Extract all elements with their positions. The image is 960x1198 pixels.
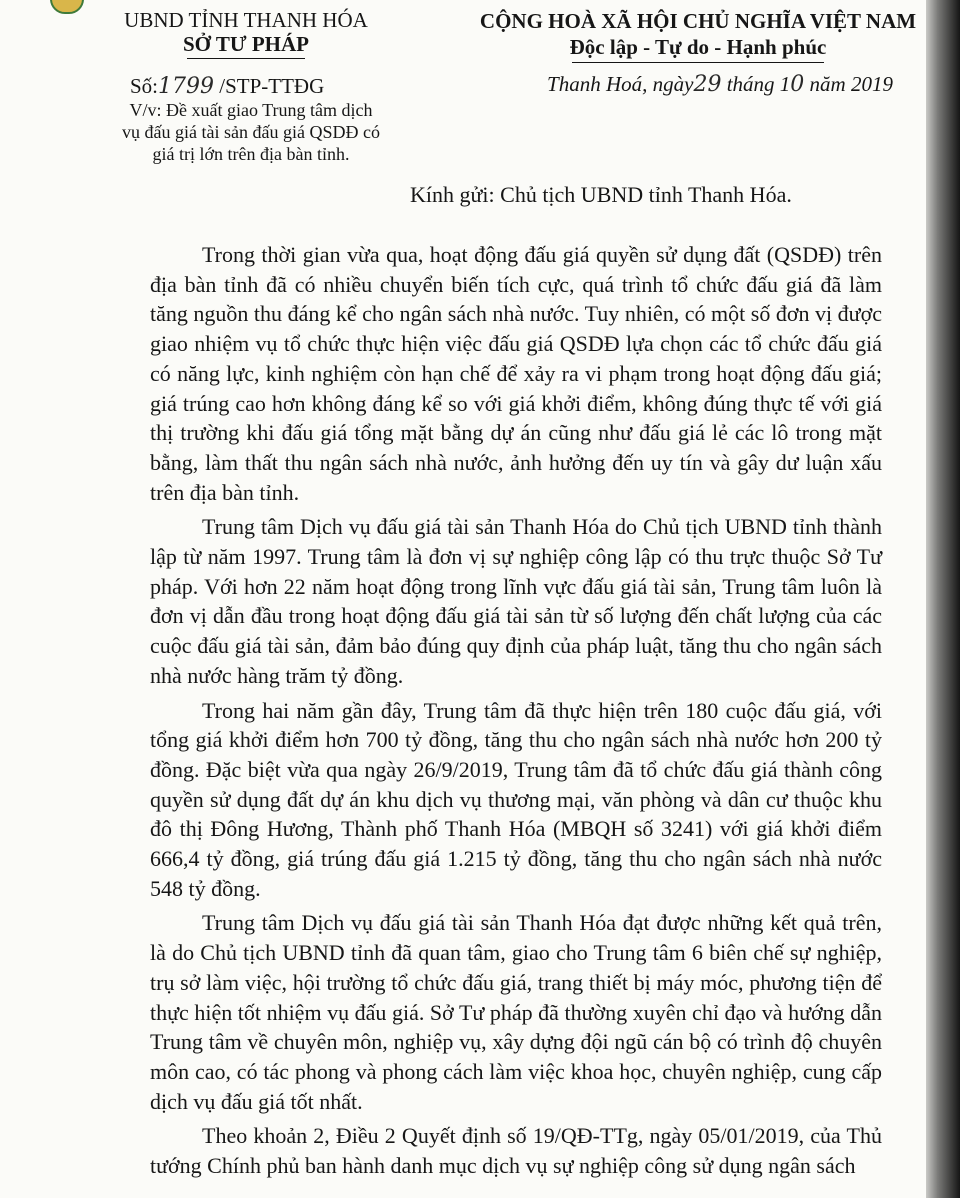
body-paragraph: Trong thời gian vừa qua, hoạt động đấu giá quyền sử dụng đất (QSDĐ) trên địa bàn tỉnh đã có nhiều chuyển biến tích cực, quá trình tổ chức đấu giá đã làm tăng nguồn thu đáng kể cho ngân sách nhà nước. Tuy nhiên, có một số đơn vị được giao nhiệm vụ tổ chức thực hiện việc đấu giá QSDĐ lựa chọn các tổ chức đấu giá có năng lực, kinh nghiệm còn hạn chế để xảy ra vi phạm trong hoạt động đấu giá; giá trúng cao hơn không đáng kể so với giá khởi điểm, không đúng thực tế với giá thị trường khi đấu giá tổng mặt bằng dự án cũng như đấu giá lẻ các lô trong mặt bằng, làm thất thu ngân sách nhà nước, ảnh hưởng đến uy tín và gây dư luận xấu trên địa bàn tỉnh. (150, 242, 882, 505)
seal-emblem-icon (50, 0, 84, 14)
nation-title: CỘNG HOÀ XÃ HỘI CHỦ NGHĨA VIỆT NAM (479, 9, 917, 33)
org-line-1: UBND TỈNH THANH HÓA (124, 8, 368, 32)
issuing-authority (96, 8, 396, 56)
body-paragraph: Trong hai năm gần đây, Trung tâm đã thực hiện trên 180 cuộc đấu giá, với tổng giá khởi điểm hơn 700 tỷ đồng, tăng thu cho ngân sách nhà nước hơn 200 tỷ đồng. Đặc biệt vừa qua ngày 26/9/2019, Trung tâm đã tổ chức đấu giá thành công quyền sử dụng đất dự án khu dịch vụ thương mại, văn phòng và dân cư thuộc khu đô thị Đông Hương, Thành phố Thanh Hóa (MBQH số 3241) với giá khởi điểm 666,4 tỷ đồng, giá trúng đấu giá 1.215 tỷ đồng, tăng thu cho ngân sách nhà nước 548 tỷ đồng. (150, 697, 882, 901)
national-header (468, 8, 928, 60)
body-paragraph: Trung tâm Dịch vụ đấu giá tài sản Thanh Hóa do Chủ tịch UBND tỉnh thành lập từ năm 1997. Trung tâm là đơn vị sự nghiệp công lập có thu trực thuộc Sở Tư pháp. Với hơn 22 năm hoạt động trong lĩnh vực đấu giá tài sản, Trung tâm luôn là đơn vị dẫn đầu trong hoạt động đấu giá tài sản từ số lượng đến chất lượng của các cuộc đấu giá tài sản, đảm bảo đúng quy định của pháp luật, tăng thu cho ngân sách nhà nước hàng trăm tỷ đồng. (150, 514, 882, 688)
date-prefix: Thanh Hoá, ngày (547, 72, 694, 96)
subject-line: giá trị lớn trên địa bàn tỉnh. (152, 144, 350, 164)
date-month-handwritten: 0 (790, 72, 805, 97)
date-suffix: năm 2019 (804, 72, 893, 96)
doc-number-suffix: /STP-TTĐG (214, 74, 325, 98)
recipient-greeting: Kính gửi: Chủ tịch UBND tỉnh Thanh Hóa. (410, 182, 792, 207)
body-paragraph: Theo khoản 2, Điều 2 Quyết định số 19/QĐ-TTg, ngày 05/01/2019, của Thủ tướng Chính phủ ban hành danh mục dịch vụ sự nghiệp công sử dụng ngân sách (150, 1123, 882, 1179)
document-subject (86, 99, 416, 165)
document-number (130, 74, 324, 99)
body-paragraph: Trung tâm Dịch vụ đấu giá tài sản Thanh Hóa đạt được những kết quả trên, là do Chủ tịch UBND tỉnh đã quan tâm, giao cho Trung tâm 6 biên chế sự nghiệp, trụ sở làm việc, hội trường tổ chức đấu giá, trang thiết bị máy móc, phương tiện để thực hiện tốt nhiệm vụ đấu giá. Sở Tư pháp đã thường xuyên chỉ đạo và hướng dẫn Trung tâm về chuyên môn, nghiệp vụ, xây dựng đội ngũ cán bộ có trình độ chuyên môn cao, có tác phong và phong cách làm việc khoa học, chuyên nghiệp, cung cấp dịch vụ đấu giá tốt nhất. (150, 910, 882, 1114)
national-motto: Độc lập - Tự do - Hạnh phúc (569, 35, 827, 59)
subject-line: vụ đấu giá tài sản đấu giá QSDĐ có (122, 122, 380, 142)
date-day-handwritten: 29 (693, 72, 722, 97)
doc-number-handwritten: 1799 (158, 74, 215, 99)
doc-number-prefix: Số: (130, 74, 159, 98)
page-edge-shadow (926, 0, 960, 1198)
org-line-2: SỞ TƯ PHÁP (182, 32, 309, 56)
date-middle: tháng 1 (721, 72, 791, 96)
document-body (150, 240, 882, 1186)
subject-line: V/v: Đề xuất giao Trung tâm dịch (129, 100, 373, 120)
document-date (510, 72, 930, 97)
